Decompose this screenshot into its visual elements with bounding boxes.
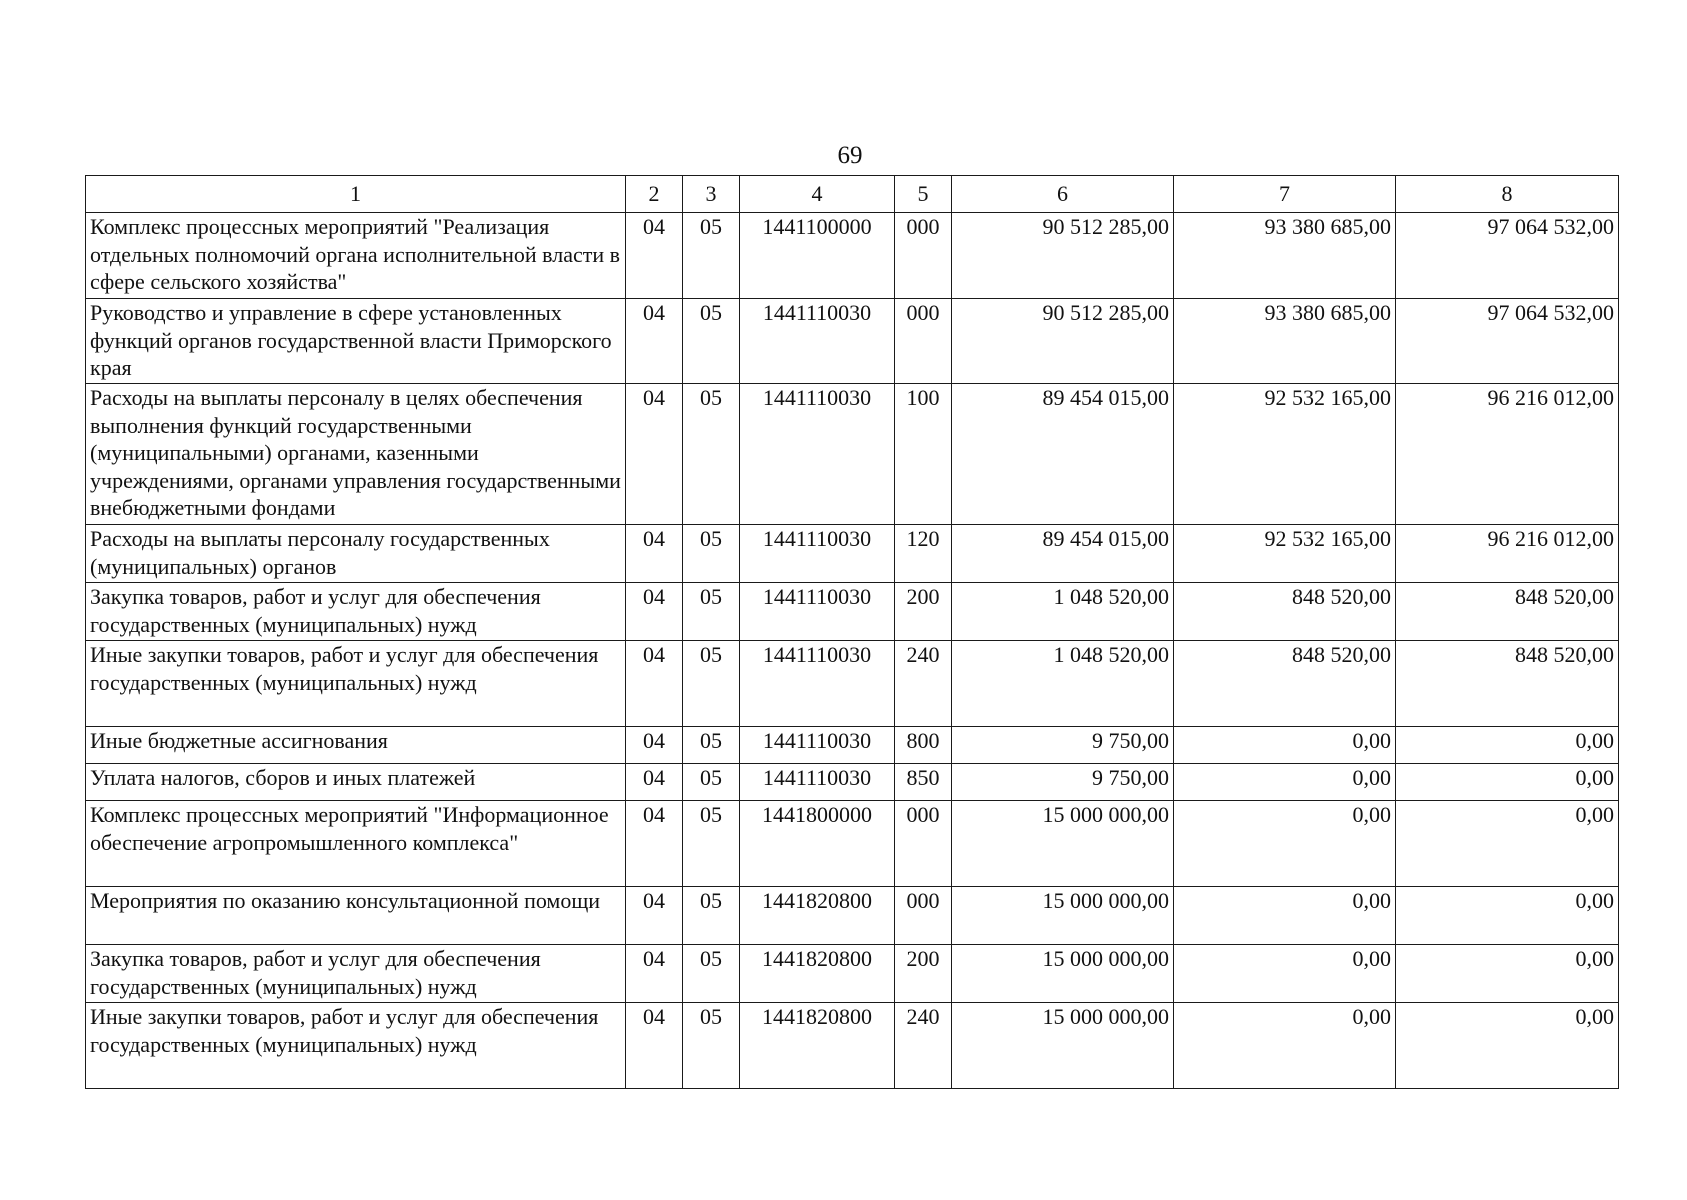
amount-col-8: 96 216 012,00: [1396, 384, 1619, 525]
amount-col-8: 0,00: [1396, 727, 1619, 764]
code-expense-type: 000: [895, 801, 952, 887]
amount-col-8: 848 520,00: [1396, 641, 1619, 727]
amount-col-6: 1 048 520,00: [952, 641, 1174, 727]
amount-col-7: 0,00: [1174, 764, 1396, 801]
table-row: [86, 1003, 1619, 1089]
amount-col-6: 9 750,00: [952, 764, 1174, 801]
code-subsection: 05: [683, 1003, 740, 1089]
col-header: 2: [626, 176, 683, 213]
table-row: [86, 299, 1619, 384]
code-expense-type: 240: [895, 1003, 952, 1089]
code-expense-type: 850: [895, 764, 952, 801]
code-subsection: 05: [683, 801, 740, 887]
table-row: [86, 641, 1619, 727]
code-expense-type: 000: [895, 887, 952, 945]
amount-col-6: 89 454 015,00: [952, 384, 1174, 525]
code-subsection: 05: [683, 583, 740, 641]
col-header: 7: [1174, 176, 1396, 213]
code-section: 04: [626, 299, 683, 384]
code-target: 1441110030: [740, 764, 895, 801]
code-target: 1441110030: [740, 525, 895, 583]
code-section: 04: [626, 583, 683, 641]
code-expense-type: 100: [895, 384, 952, 525]
code-target: 1441110030: [740, 299, 895, 384]
item-name: Иные закупки товаров, работ и услуг для обеспечения государственных (муниципальных) нужд: [86, 1003, 626, 1089]
amount-col-6: 15 000 000,00: [952, 801, 1174, 887]
code-expense-type: 240: [895, 641, 952, 727]
amount-col-8: 0,00: [1396, 887, 1619, 945]
code-subsection: 05: [683, 764, 740, 801]
amount-col-8: 0,00: [1396, 801, 1619, 887]
amount-col-7: 848 520,00: [1174, 583, 1396, 641]
item-name: Закупка товаров, работ и услуг для обеспечения государственных (муниципальных) нужд: [86, 583, 626, 641]
amount-col-6: 15 000 000,00: [952, 1003, 1174, 1089]
code-section: 04: [626, 525, 683, 583]
amount-col-6: 90 512 285,00: [952, 213, 1174, 299]
item-name: Расходы на выплаты персоналу в целях обеспечения выполнения функций государственными (муниципальными) органами, казенными учреждениями, органами управления государственными внебюджетными фондами: [86, 384, 626, 525]
code-target: 1441800000: [740, 801, 895, 887]
code-expense-type: 200: [895, 945, 952, 1003]
code-target: 1441110030: [740, 641, 895, 727]
code-expense-type: 200: [895, 583, 952, 641]
code-subsection: 05: [683, 945, 740, 1003]
item-name: Иные бюджетные ассигнования: [86, 727, 626, 764]
amount-col-8: 0,00: [1396, 1003, 1619, 1089]
code-target: 1441820800: [740, 1003, 895, 1089]
amount-col-7: 93 380 685,00: [1174, 213, 1396, 299]
code-section: 04: [626, 1003, 683, 1089]
table-row: [86, 945, 1619, 1003]
col-header: 5: [895, 176, 952, 213]
col-header: 1: [86, 176, 626, 213]
amount-col-6: 90 512 285,00: [952, 299, 1174, 384]
code-section: 04: [626, 764, 683, 801]
amount-col-6: 15 000 000,00: [952, 887, 1174, 945]
code-expense-type: 120: [895, 525, 952, 583]
item-name: Иные закупки товаров, работ и услуг для обеспечения государственных (муниципальных) нужд: [86, 641, 626, 727]
code-subsection: 05: [683, 525, 740, 583]
code-subsection: 05: [683, 384, 740, 525]
code-subsection: 05: [683, 727, 740, 764]
code-section: 04: [626, 641, 683, 727]
amount-col-7: 93 380 685,00: [1174, 299, 1396, 384]
code-expense-type: 000: [895, 213, 952, 299]
amount-col-6: 15 000 000,00: [952, 945, 1174, 1003]
col-header: 3: [683, 176, 740, 213]
col-header: 4: [740, 176, 895, 213]
code-section: 04: [626, 384, 683, 525]
item-name: Комплекс процессных мероприятий "Информационное обеспечение агропромышленного комплекса": [86, 801, 626, 887]
code-target: 1441820800: [740, 887, 895, 945]
header-row: [86, 176, 1619, 213]
code-section: 04: [626, 213, 683, 299]
budget-table: [85, 175, 1619, 1089]
table-row: [86, 384, 1619, 525]
amount-col-6: 89 454 015,00: [952, 525, 1174, 583]
code-section: 04: [626, 887, 683, 945]
table-row: [86, 213, 1619, 299]
code-subsection: 05: [683, 887, 740, 945]
code-target: 1441820800: [740, 945, 895, 1003]
amount-col-7: 0,00: [1174, 1003, 1396, 1089]
amount-col-7: 0,00: [1174, 801, 1396, 887]
code-subsection: 05: [683, 299, 740, 384]
item-name: Уплата налогов, сборов и иных платежей: [86, 764, 626, 801]
amount-col-8: 848 520,00: [1396, 583, 1619, 641]
page-number: 69: [837, 142, 863, 169]
amount-col-6: 9 750,00: [952, 727, 1174, 764]
table-row: [86, 727, 1619, 764]
col-header: 8: [1396, 176, 1619, 213]
col-header: 6: [952, 176, 1174, 213]
code-section: 04: [626, 801, 683, 887]
amount-col-6: 1 048 520,00: [952, 583, 1174, 641]
code-section: 04: [626, 945, 683, 1003]
code-target: 1441100000: [740, 213, 895, 299]
amount-col-8: 0,00: [1396, 945, 1619, 1003]
code-target: 1441110030: [740, 384, 895, 525]
amount-col-7: 0,00: [1174, 945, 1396, 1003]
amount-col-7: 0,00: [1174, 887, 1396, 945]
table-row: [86, 525, 1619, 583]
item-name: Мероприятия по оказанию консультационной помощи: [86, 887, 626, 945]
amount-col-8: 97 064 532,00: [1396, 213, 1619, 299]
table-row: [86, 764, 1619, 801]
amount-col-7: 0,00: [1174, 727, 1396, 764]
code-expense-type: 000: [895, 299, 952, 384]
item-name: Руководство и управление в сфере установленных функций органов государственной власти Приморского края: [86, 299, 626, 384]
code-section: 04: [626, 727, 683, 764]
amount-col-7: 92 532 165,00: [1174, 525, 1396, 583]
table-row: [86, 801, 1619, 887]
code-subsection: 05: [683, 641, 740, 727]
item-name: Расходы на выплаты персоналу государственных (муниципальных) органов: [86, 525, 626, 583]
code-target: 1441110030: [740, 727, 895, 764]
code-subsection: 05: [683, 213, 740, 299]
table-row: [86, 583, 1619, 641]
code-target: 1441110030: [740, 583, 895, 641]
amount-col-7: 848 520,00: [1174, 641, 1396, 727]
amount-col-7: 92 532 165,00: [1174, 384, 1396, 525]
item-name: Комплекс процессных мероприятий "Реализация отдельных полномочий органа исполнительной власти в сфере сельского хозяйства": [86, 213, 626, 299]
item-name: Закупка товаров, работ и услуг для обеспечения государственных (муниципальных) нужд: [86, 945, 626, 1003]
table-row: [86, 887, 1619, 945]
amount-col-8: 0,00: [1396, 764, 1619, 801]
code-expense-type: 800: [895, 727, 952, 764]
amount-col-8: 97 064 532,00: [1396, 299, 1619, 384]
amount-col-8: 96 216 012,00: [1396, 525, 1619, 583]
